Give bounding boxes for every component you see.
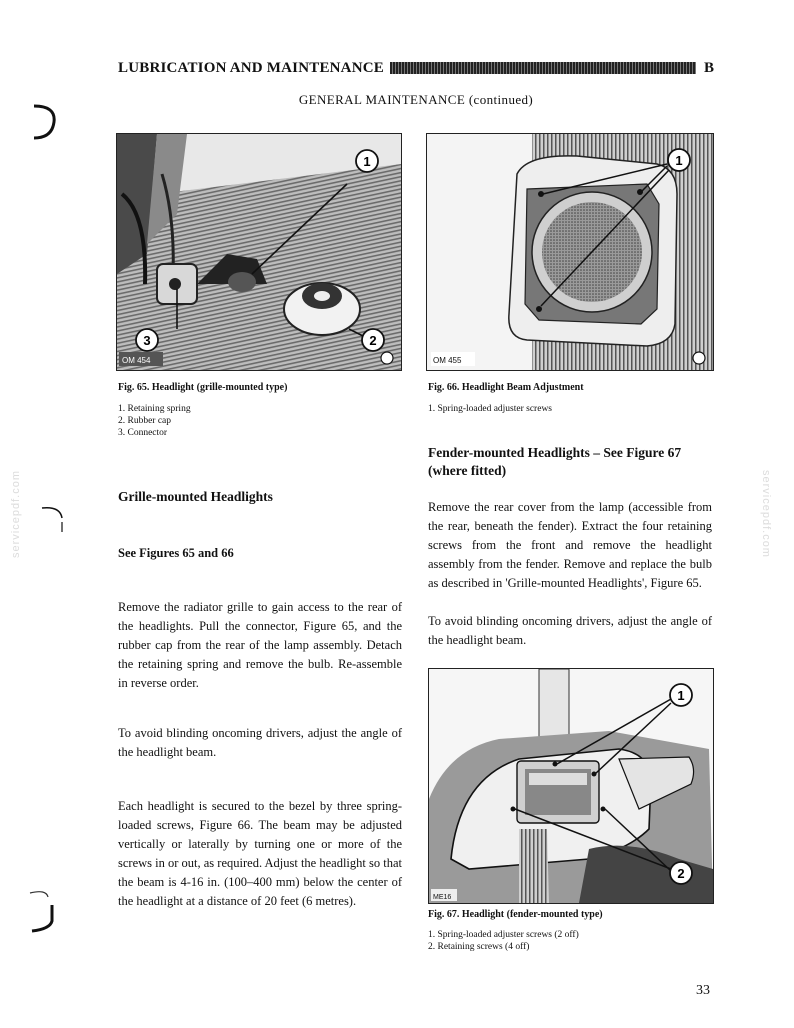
fig65-caption: Fig. 65. Headlight (grille-mounted type) xyxy=(118,382,288,393)
watermark-right: servicepdf.com xyxy=(760,470,772,558)
fig66-legend-item: 1. Spring-loaded adjuster screws xyxy=(428,404,552,414)
fig67-legend-item: 1. Spring-loaded adjuster screws (2 off) xyxy=(428,930,579,940)
fig66-code: OM 455 xyxy=(433,356,462,365)
header-rule xyxy=(390,62,696,74)
watermark-left: servicepdf.com xyxy=(10,470,22,558)
left-paragraph-3: Each headlight is secured to the bezel by three spring-loaded screws, Figure 66. The beam may be adjusted vertically or laterally by turning one or more of the screws in or out, as required. Adjust the headlight so that the beam is 4-16 in. (100–400 mm) below the center of the headlight at a distance of 20 feet (6 metres). xyxy=(118,799,402,908)
fig65-callout-1: 1 xyxy=(363,154,371,169)
fig65-legend-item: 1. Retaining spring xyxy=(118,404,191,414)
fig65-legend xyxy=(118,403,191,439)
figure-66-photo xyxy=(426,133,714,371)
left-subheading: See Figures 65 and 66 xyxy=(118,546,234,560)
left-heading: Grille-mounted Headlights xyxy=(118,489,273,504)
page-number: 33 xyxy=(696,983,710,998)
fig65-code: OM 454 xyxy=(122,356,151,365)
fig67-code: ME16 xyxy=(433,894,452,901)
header-title: LUBRICATION AND MAINTENANCE xyxy=(118,59,384,76)
right-paragraph-2: To avoid blinding oncoming drivers, adjust the angle of the headlight beam. xyxy=(428,614,712,647)
page-header xyxy=(118,58,714,78)
section-subtitle: GENERAL MAINTENANCE (continued) xyxy=(298,92,534,107)
right-paragraph-1: Remove the rear cover from the lamp (accessible from the rear, beneath the fender). Extract the four retaining screws from the front and remove the headlight assembly from the fender. Remove and replace the bulb as described in 'Grille-mounted Headlights', Figure 65. xyxy=(428,500,712,590)
fig65-legend-item: 2. Rubber cap xyxy=(118,416,172,426)
fig67-callout-1: 1 xyxy=(677,688,685,703)
figure-67-photo xyxy=(428,668,714,904)
section-letter: B xyxy=(703,59,714,76)
fig67-legend xyxy=(428,929,579,953)
binder-hole-mark-bottom xyxy=(28,885,56,937)
right-heading: Fender-mounted Headlights – See Figure 67 (where fitted) xyxy=(428,445,682,478)
fig66-caption: Fig. 66. Headlight Beam Adjustment xyxy=(428,382,584,393)
fig67-caption: Fig. 67. Headlight (fender-mounted type) xyxy=(428,909,603,920)
fig67-callout-2: 2 xyxy=(677,866,685,881)
fig66-legend xyxy=(428,403,552,415)
left-paragraph-1: Remove the radiator grille to gain access to the rear of the headlights. Pull the connector, Figure 65, and the rubber cap from the rear of the lamp assembly. Detach the retaining spring and remove the bulb. Re-assemble in reverse order. xyxy=(118,600,402,690)
fig66-callout-1: 1 xyxy=(675,153,683,168)
fig65-logo-icon xyxy=(381,352,393,364)
left-paragraph-2: To avoid blinding oncoming drivers, adjust the angle of the headlight beam. xyxy=(118,726,402,759)
fig66-logo-icon xyxy=(693,352,705,364)
fig67-legend-item: 2. Retaining screws (4 off) xyxy=(428,942,530,952)
fig65-legend-item: 3. Connector xyxy=(118,428,168,438)
binder-hole-mark-middle xyxy=(40,500,66,544)
fig65-callout-3: 3 xyxy=(143,333,151,348)
binder-hole-mark-top xyxy=(30,100,60,144)
fig65-callout-2: 2 xyxy=(369,333,377,348)
figure-65-photo xyxy=(116,133,402,371)
